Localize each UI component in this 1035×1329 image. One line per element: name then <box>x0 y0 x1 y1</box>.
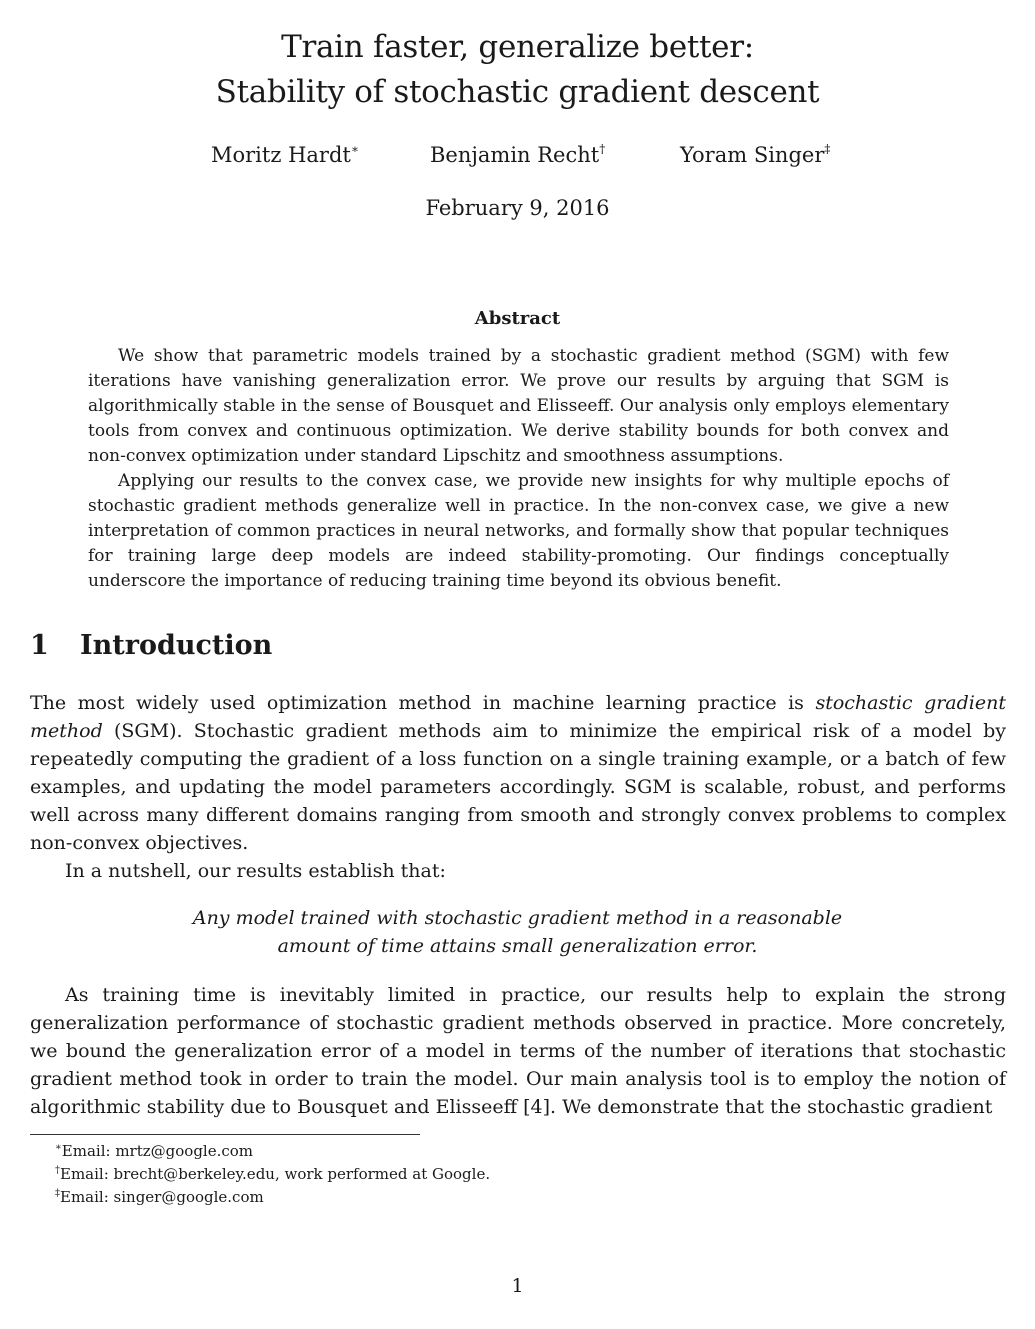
abstract-heading: Abstract <box>474 308 561 329</box>
section-title: Introduction <box>80 630 273 661</box>
author-recht: Benjamin Recht† <box>430 142 606 167</box>
abstract-paragraph-2: Applying our results to the convex case, we provide new insights for why multiple epochs of stochastic gradient methods generalize well in practice. In the non-convex case, we give a new interpretation of common practices in neural networks, and formally show that popular techniques for training large deep models are indeed stability-promoting. Our findings conceptually underscore the importance of reducing training time beyond its obvious benefit. <box>88 471 949 591</box>
footnote-rule <box>30 1134 420 1135</box>
footnote-hardt: ∗Email: mrtz@google.com <box>55 1142 254 1160</box>
footnote-mark: † <box>599 142 606 156</box>
intro-paragraph-2: In a nutshell, our results establish that: <box>65 860 446 882</box>
footnote-singer: ‡Email: singer@google.com <box>55 1188 264 1206</box>
page-number: 1 <box>511 1275 524 1297</box>
paper-title-line-2: Stability of stochastic gradient descent <box>215 74 820 110</box>
footnote-mark: ∗ <box>350 142 359 156</box>
key-claim-line-1: Any model trained with stochastic gradient method in a reasonable <box>192 907 843 929</box>
footnote-recht: †Email: brecht@berkeley.edu, work performed at Google. <box>55 1165 491 1183</box>
abstract-paragraph-1: We show that parametric models trained by a stochastic gradient method (SGM) with few iterations have vanishing generalization error. We prove our results by arguing that SGM is algorithmically stable in the sense of Bousquet and Elisseeff. Our analysis only employs elementary tools from convex and continuous optimization. We derive stability bounds for both convex and non-convex optimization under standard Lipschitz and smoothness assumptions. <box>88 346 949 466</box>
author-hardt: Moritz Hardt∗ <box>211 142 359 167</box>
paper-title-line-1: Train faster, generalize better: <box>281 29 754 65</box>
intro-paragraph-3: As training time is inevitably limited in practice, our results help to explain the strong generalization performance of stochastic gradient methods observed in practice. More concretely, we bound the generalization error of a model in terms of the number of iterations that stochastic gradient method took in order to train the model. Our main analysis tool is to employ the notion of algorithmic stability due to Bousquet and Elisseeff [4]. We demonstrate that the stochastic gradient <box>30 984 1006 1118</box>
emphasis-sgm: stochastic gradient method <box>30 692 1006 742</box>
section-number: 1 <box>30 630 49 661</box>
key-claim-line-2: amount of time attains small generalization error. <box>277 935 758 957</box>
abstract-body <box>88 344 949 594</box>
paper-date: February 9, 2016 <box>425 196 610 220</box>
section-heading-introduction <box>30 630 272 661</box>
author-singer: Yoram Singer‡ <box>680 142 831 167</box>
intro-paragraph-1: The most widely used optimization method in machine learning practice is stochastic gradient method (SGM). Stochastic gradient methods aim to minimize the empirical risk of a model by repeatedly computing the gradient of a loss function on a single training example, or a batch of few examples, and updating the model parameters accordingly. SGM is scalable, robust, and performs well across many different domains ranging from smooth and strongly convex problems to complex non-convex objectives. <box>30 692 1006 854</box>
footnote-mark: ‡ <box>824 142 831 156</box>
